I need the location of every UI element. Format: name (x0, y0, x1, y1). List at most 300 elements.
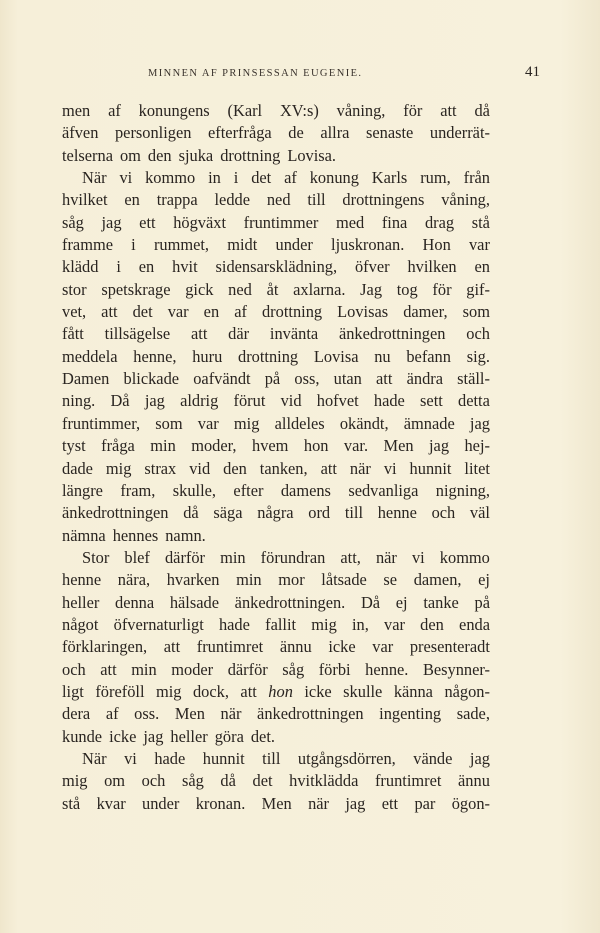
text-line (62, 502, 490, 524)
text-line (62, 145, 490, 167)
word: invänta (269, 324, 319, 344)
word: ställ- (457, 369, 490, 389)
word: sett (420, 391, 443, 411)
word: änkedrottningen. (234, 592, 346, 612)
word: in, (351, 614, 369, 634)
word: föreföll (95, 681, 145, 701)
word: personligen (114, 123, 192, 143)
word: huru (192, 346, 223, 366)
word: då (220, 771, 236, 791)
word: sade, (456, 704, 490, 724)
word: vi (383, 458, 397, 478)
word: i (131, 235, 136, 255)
word: underrät- (429, 123, 490, 143)
word: någon- (444, 681, 490, 701)
word: det (132, 302, 153, 322)
word: att (440, 101, 457, 120)
word: ej (395, 592, 408, 612)
word: det (251, 168, 272, 188)
word: stor (62, 279, 87, 299)
word: Men (261, 793, 292, 813)
word: senaste (366, 123, 414, 143)
word: därför (164, 547, 206, 567)
word: under (275, 235, 313, 255)
word: för (432, 279, 452, 299)
word: att (163, 637, 181, 657)
word: kommo (439, 547, 490, 567)
word: stå (62, 793, 81, 813)
word: rummet, (153, 235, 210, 255)
word: oafvändt (193, 369, 251, 389)
word: rum, (420, 168, 451, 188)
word: ett (381, 793, 399, 813)
page-number: 41 (525, 64, 540, 80)
word: änkedrottningen (257, 704, 364, 724)
word: det. (250, 726, 275, 746)
word: på (264, 369, 281, 389)
word: Stor (82, 547, 110, 567)
word: vände (413, 748, 453, 768)
text-line (62, 793, 490, 815)
word: okändt, (339, 413, 389, 433)
page-header (60, 64, 540, 86)
word: icke (328, 637, 356, 657)
word: icke (109, 726, 137, 746)
word: till (262, 748, 281, 768)
word: som (462, 302, 490, 322)
word: hvitklädda (289, 771, 359, 791)
word: då (474, 101, 490, 120)
text-line (62, 413, 490, 435)
word: änkedrottningen (338, 324, 446, 344)
word: åt (266, 279, 279, 299)
word: moder (171, 659, 214, 679)
word: sjuka (178, 145, 214, 165)
word: hon (268, 681, 293, 701)
word: var (372, 637, 394, 657)
word: Damen (62, 369, 110, 389)
word: skulle, (172, 480, 217, 500)
word: våning, (441, 190, 490, 210)
word: Lovisa. (287, 145, 337, 165)
word: meddela (62, 346, 118, 366)
word: dera (62, 704, 91, 724)
word: tillsägelse (104, 324, 171, 344)
word: dock, (192, 681, 229, 701)
word: henne (62, 570, 102, 590)
word: tyst (62, 436, 86, 456)
word: kvar (96, 793, 126, 813)
word: oss. (134, 704, 160, 724)
word: damer, (403, 302, 448, 322)
word: mor (278, 570, 305, 590)
word: drottning (238, 346, 299, 366)
word: fruntimret (374, 771, 442, 791)
word: ned (266, 190, 291, 210)
word: med (335, 212, 365, 232)
word: aldrig (180, 391, 219, 411)
word: när (220, 704, 242, 724)
text-line (62, 636, 490, 658)
word: af (234, 302, 247, 322)
word: för (403, 101, 423, 120)
word: därför (227, 659, 268, 679)
word: var (468, 235, 490, 255)
word: jag (345, 793, 366, 813)
word: förbi (318, 659, 351, 679)
word: som (155, 413, 183, 433)
word: ej (478, 570, 490, 590)
word: litet (464, 458, 490, 478)
word: min (236, 570, 262, 590)
word: hvilken (407, 257, 457, 277)
text-line (62, 189, 490, 211)
word: hvilket (62, 190, 108, 210)
word: när (308, 793, 329, 813)
word: vi (119, 168, 133, 188)
word: mig (62, 771, 88, 791)
word: tanken, (259, 458, 308, 478)
word: de (288, 123, 304, 143)
word: hunnit (409, 458, 452, 478)
word: fruntimmer, (62, 413, 141, 433)
text-line (62, 167, 490, 189)
word: fruntimmer (243, 212, 319, 232)
word: till (344, 503, 364, 523)
word: när (349, 458, 371, 478)
word: vid (189, 458, 211, 478)
word: utgångsdörren, (297, 748, 396, 768)
word: och (141, 771, 166, 791)
word: ögon- (451, 793, 490, 813)
word: ned (228, 279, 252, 299)
word: längre (62, 480, 103, 500)
word: namn. (165, 525, 206, 545)
word: se (383, 570, 398, 590)
word: ledde (214, 190, 250, 210)
text-line (62, 256, 490, 278)
word: såg (181, 771, 204, 791)
word: tanke (423, 592, 459, 612)
text-line (62, 681, 490, 703)
word: att (240, 681, 257, 701)
running-head: MINNEN AF PRINSESSAN EUGENIE. (148, 68, 363, 79)
word: var (167, 302, 189, 322)
word: hofvet (316, 391, 359, 411)
word: några (257, 503, 294, 523)
word: drottning (261, 302, 323, 322)
text-line (62, 279, 490, 301)
word: konung (309, 168, 359, 188)
word: damen, (413, 570, 462, 590)
text-line (62, 614, 490, 636)
word: hvit (172, 257, 198, 277)
text-line (62, 435, 490, 457)
word: efter (233, 480, 264, 500)
word: en (203, 302, 220, 322)
word: fråga (101, 436, 135, 456)
word: heller (170, 726, 208, 746)
word: öfvernaturligt (113, 614, 204, 634)
word: ännu (458, 771, 490, 791)
word: telserna (62, 145, 113, 165)
word: stå (471, 212, 490, 232)
word: framme (62, 235, 113, 255)
word: skulle (343, 681, 383, 701)
word: mig (233, 413, 260, 433)
word: ett (139, 212, 156, 232)
word: hade (373, 391, 405, 411)
word: änkedrottningen (62, 503, 169, 523)
word: När (82, 168, 107, 188)
word: om (119, 145, 141, 165)
word: min (220, 547, 246, 567)
word: drottningens (342, 190, 425, 210)
word: om (104, 771, 126, 791)
text-line (62, 703, 490, 725)
word: säga (213, 503, 243, 523)
word: förklaringen, (62, 637, 148, 657)
word: jag (469, 748, 490, 768)
word: denna (115, 592, 155, 612)
word: Men (383, 436, 414, 456)
word: blickade (123, 369, 180, 389)
word: fina (381, 212, 408, 232)
word: min (131, 659, 157, 679)
text-line (62, 547, 490, 569)
word: Då (110, 391, 130, 411)
word: hvem (252, 436, 289, 456)
word: nigning, (435, 480, 490, 500)
word: såg (282, 659, 305, 679)
word: ämnade (403, 413, 455, 433)
word: jag (101, 212, 122, 232)
word: trappa (156, 190, 198, 210)
text-line (62, 390, 490, 412)
word: från (463, 168, 490, 188)
word: kommo (145, 168, 196, 188)
word: den (223, 458, 247, 478)
word: till (307, 190, 326, 210)
word: strax (144, 458, 177, 478)
text-line (62, 368, 490, 390)
word: att, (340, 547, 361, 567)
word: förundran (260, 547, 326, 567)
word: när (375, 547, 397, 567)
word: sidensarsklädning, (215, 257, 338, 277)
word: af (108, 101, 121, 120)
word: (Karl (227, 101, 263, 120)
text-line (62, 525, 490, 547)
word: fram, (120, 480, 156, 500)
word: detta (458, 391, 490, 411)
word: När (82, 748, 107, 768)
word: kunde (62, 726, 103, 746)
word: hade (218, 614, 250, 634)
word: hade (154, 748, 186, 768)
word: låtsade (321, 570, 367, 590)
word: Då (360, 592, 381, 612)
word: min (150, 436, 176, 456)
word: jag (144, 391, 165, 411)
word: på (474, 592, 490, 612)
word: Hon (422, 235, 451, 255)
word: Men (174, 704, 205, 724)
word: jag (429, 436, 450, 456)
word: ingenting (379, 704, 442, 724)
text-line (62, 592, 490, 614)
word: den (147, 145, 172, 165)
word: det (252, 771, 273, 791)
word: ning. (62, 391, 96, 411)
word: ljuskronan. (331, 235, 405, 255)
word: gick (185, 279, 214, 299)
word: var (384, 614, 405, 634)
word: och (431, 503, 456, 523)
word: att (101, 302, 118, 322)
word: blef (124, 547, 150, 567)
word: henne (377, 503, 417, 523)
word: något (62, 614, 99, 634)
word: den (420, 614, 444, 634)
text-line (62, 346, 490, 368)
word: jag (143, 726, 164, 746)
word: drag (424, 212, 455, 232)
word: alldeles (274, 413, 325, 433)
word: sedvanliga (348, 480, 419, 500)
word: sig. (466, 346, 490, 366)
word: axlarna. (293, 279, 346, 299)
word: under (142, 793, 180, 813)
word: vid (280, 391, 302, 411)
word: våning, (336, 101, 386, 120)
word: ännu (279, 637, 312, 657)
word: spetskrage (101, 279, 171, 299)
word: klädd (62, 257, 99, 277)
word: och (62, 659, 86, 679)
word: oss, (294, 369, 320, 389)
word: heller (62, 592, 100, 612)
word: var. (343, 436, 369, 456)
text-line (62, 726, 490, 748)
word: ligt (62, 681, 84, 701)
word: Lovisa (313, 346, 359, 366)
word: fallit (265, 614, 297, 634)
word: Lovisas (337, 302, 389, 322)
text-line (62, 458, 490, 480)
text-line (62, 659, 490, 681)
word: och (466, 324, 490, 344)
word: kronan. (195, 793, 246, 813)
word: mig (155, 681, 182, 701)
word: dade (62, 458, 93, 478)
word: presenteradt (409, 637, 490, 657)
text-line (62, 770, 490, 792)
word: förut (233, 391, 266, 411)
text-line (62, 301, 490, 323)
word: icke (304, 681, 332, 701)
word: jag (469, 413, 490, 433)
text-line (62, 234, 490, 256)
word: göra (214, 726, 244, 746)
word: gif- (466, 279, 490, 299)
word: var (197, 413, 219, 433)
text-line (62, 212, 490, 234)
word: fruntimret (196, 637, 264, 657)
word: moder, (191, 436, 237, 456)
text-line (62, 569, 490, 591)
word: hälsade (169, 592, 219, 612)
text-line (62, 122, 490, 144)
word: af (105, 704, 119, 724)
word: damens (280, 480, 331, 500)
word: en (138, 257, 155, 277)
word: nu (374, 346, 391, 366)
word: par (414, 793, 436, 813)
word: Karls (371, 168, 408, 188)
word: hon (303, 436, 329, 456)
word: i (233, 168, 239, 188)
text-line (62, 323, 490, 345)
word: såg (62, 212, 84, 232)
word: ord (308, 503, 331, 523)
word: då (183, 503, 199, 523)
word: Besynner- (422, 659, 490, 679)
text-line (62, 100, 490, 122)
word: tog (396, 279, 418, 299)
word: vi (124, 748, 137, 768)
word: där (228, 324, 250, 344)
word: hennes (112, 525, 159, 545)
word: att (100, 659, 117, 679)
word: en (124, 190, 140, 210)
word: drottning (220, 145, 281, 165)
word: att (190, 324, 208, 344)
word: men (62, 101, 91, 120)
word: in (208, 168, 221, 188)
word: hunnit (202, 748, 245, 768)
word: mig (105, 458, 132, 478)
word: att (376, 369, 393, 389)
word: ändra (406, 369, 443, 389)
word: efterfråga (208, 123, 272, 143)
word: i (116, 257, 121, 277)
word: känna (393, 681, 433, 701)
word: vi (411, 547, 425, 567)
text-line (62, 748, 490, 770)
word: en (474, 257, 490, 277)
word: befann (406, 346, 451, 366)
word: henne. (365, 659, 409, 679)
word: äfven (62, 123, 99, 143)
word: högväxt (173, 212, 227, 232)
word: nära, (117, 570, 151, 590)
word: XV:s) (279, 101, 319, 120)
word: Jag (360, 279, 383, 299)
word: mig (311, 614, 337, 634)
word: enda (459, 614, 490, 634)
word: konungens (138, 101, 210, 120)
word: väl (469, 503, 490, 523)
word: att (320, 458, 337, 478)
word: midt (227, 235, 258, 255)
word: nämna (62, 525, 106, 545)
word: öfver (354, 257, 390, 277)
word: fått (62, 324, 84, 344)
word: utan (333, 369, 362, 389)
word: af (284, 168, 297, 188)
text-line (62, 480, 490, 502)
